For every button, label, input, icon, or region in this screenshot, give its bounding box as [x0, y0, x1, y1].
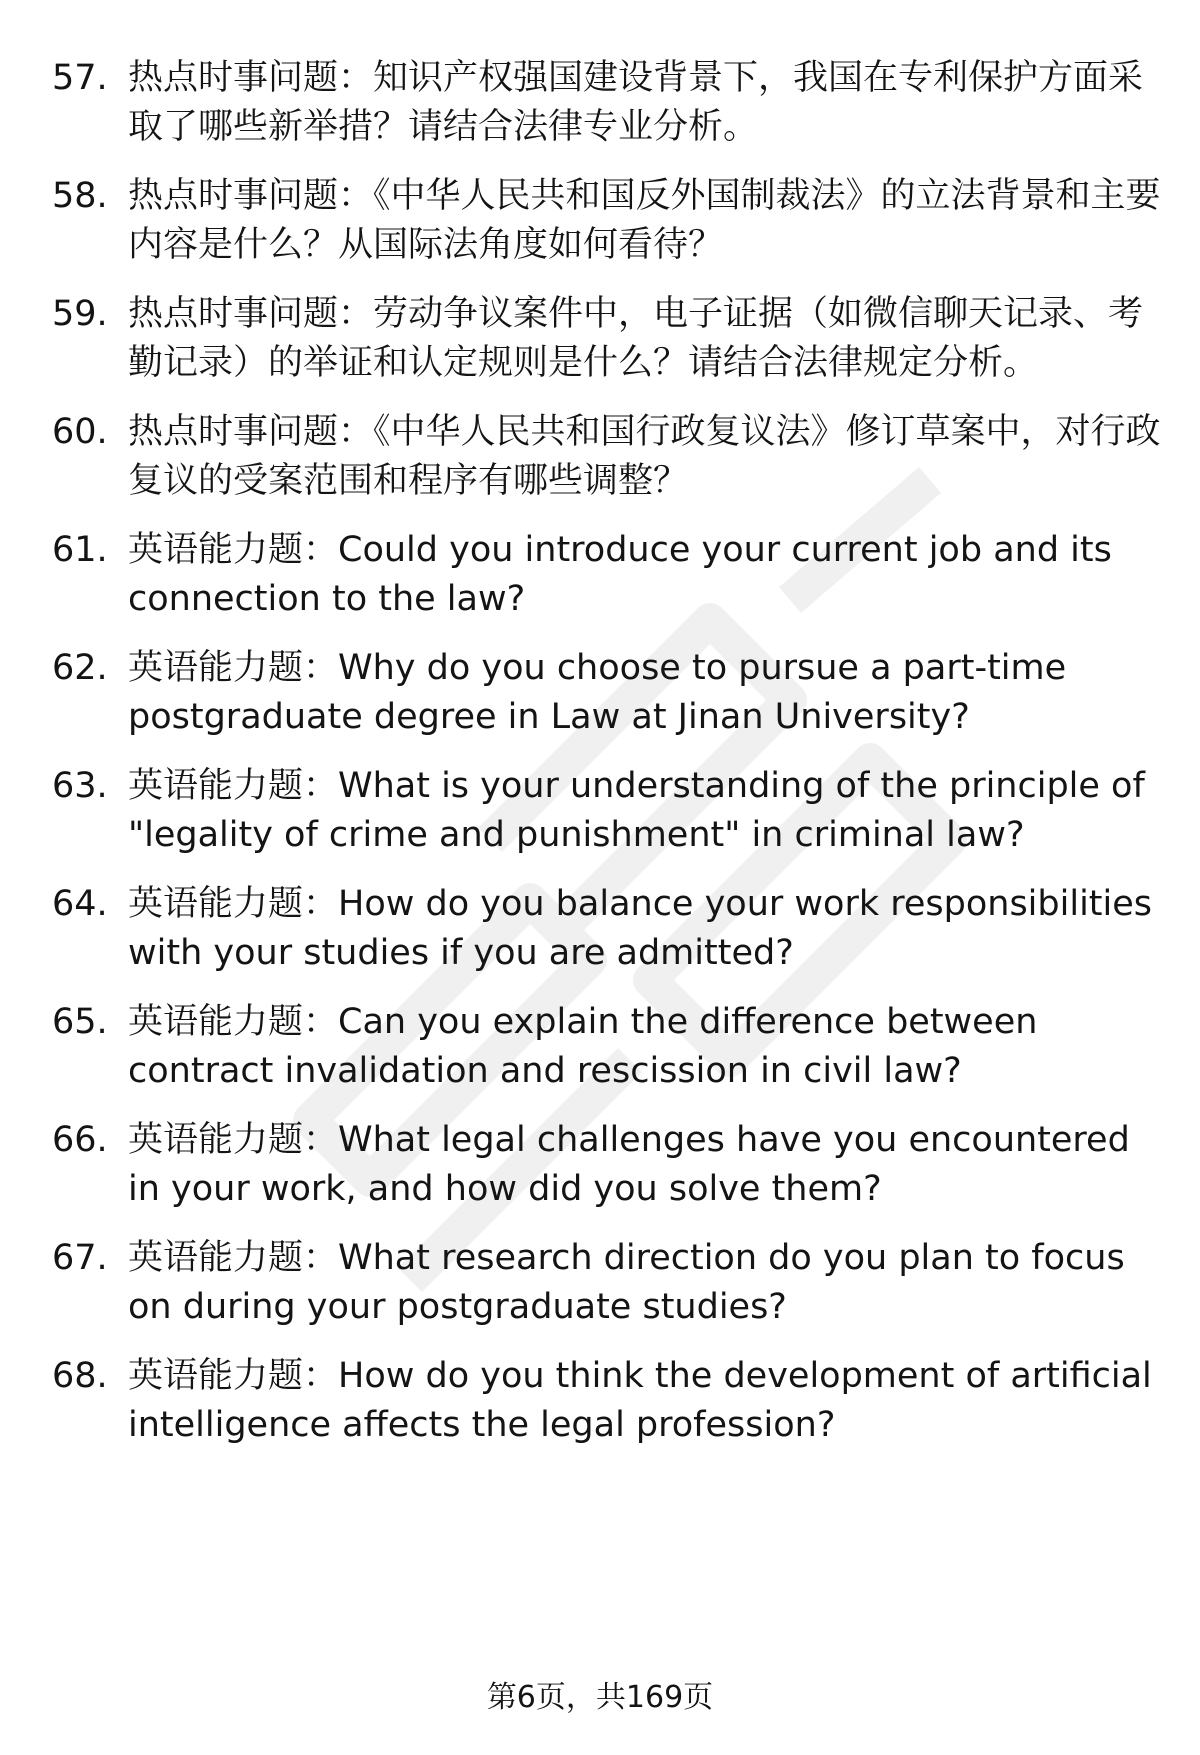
question-item [52, 644, 1162, 742]
question-item [52, 1116, 1162, 1214]
question-text: 英语能力题：Could you introduce your current job and its connection to the law? [128, 530, 1112, 619]
question-item [52, 290, 1162, 388]
question-text: 热点时事问题：劳动争议案件中，电子证据（如微信聊天记录、考勤记录）的举证和认定规则是什么？请结合法律规定分析。 [128, 294, 1144, 383]
question-item [52, 526, 1162, 624]
question-number: 66. [52, 1120, 108, 1160]
question-number: 61. [52, 530, 108, 570]
question-item [52, 1352, 1162, 1450]
question-number: 68. [52, 1356, 108, 1396]
question-text: 英语能力题：Why do you choose to pursue a part-time postgraduate degree in Law at Jinan University? [128, 648, 1067, 737]
question-item [52, 1234, 1162, 1332]
question-text: 英语能力题：How do you think the development of artificial intelligence affects the legal profession? [128, 1356, 1152, 1445]
question-text: 英语能力题：How do you balance your work responsibilities with your studies if you are admitted? [128, 884, 1153, 973]
question-number: 62. [52, 648, 108, 688]
question-item [52, 54, 1162, 152]
page-number: 第6页，共169页 [486, 1680, 714, 1715]
question-number: 57. [52, 58, 108, 98]
question-item [52, 880, 1162, 978]
question-number: 67. [52, 1238, 108, 1278]
question-number: 59. [52, 294, 108, 334]
question-number: 58. [52, 176, 108, 216]
question-number: 65. [52, 1002, 108, 1042]
question-number: 63. [52, 766, 108, 806]
question-text: 英语能力题：What is your understanding of the principle of "legality of crime and punishment" in criminal law? [128, 766, 1145, 855]
question-text: 英语能力题：What legal challenges have you encountered in your work, and how did you solve them? [128, 1120, 1130, 1209]
question-text: 英语能力题：Can you explain the difference between contract invalidation and rescission in civil law? [128, 1002, 1038, 1091]
question-item [52, 408, 1162, 506]
question-text: 热点时事问题：《中华人民共和国反外国制裁法》的立法背景和主要内容是什么？从国际法角度如何看待？ [128, 176, 1161, 265]
question-item [52, 762, 1162, 860]
question-text: 热点时事问题：知识产权强国建设背景下，我国在专利保护方面采取了哪些新举措？请结合法律专业分析。 [128, 58, 1144, 147]
question-number: 60. [52, 412, 108, 452]
question-text: 英语能力题：What research direction do you plan to focus on during your postgraduate studies? [128, 1238, 1125, 1327]
question-item [52, 998, 1162, 1096]
question-number: 64. [52, 884, 108, 924]
question-item [52, 172, 1162, 270]
question-text: 热点时事问题：《中华人民共和国行政复议法》修订草案中，对行政复议的受案范围和程序有哪些调整？ [128, 412, 1161, 501]
